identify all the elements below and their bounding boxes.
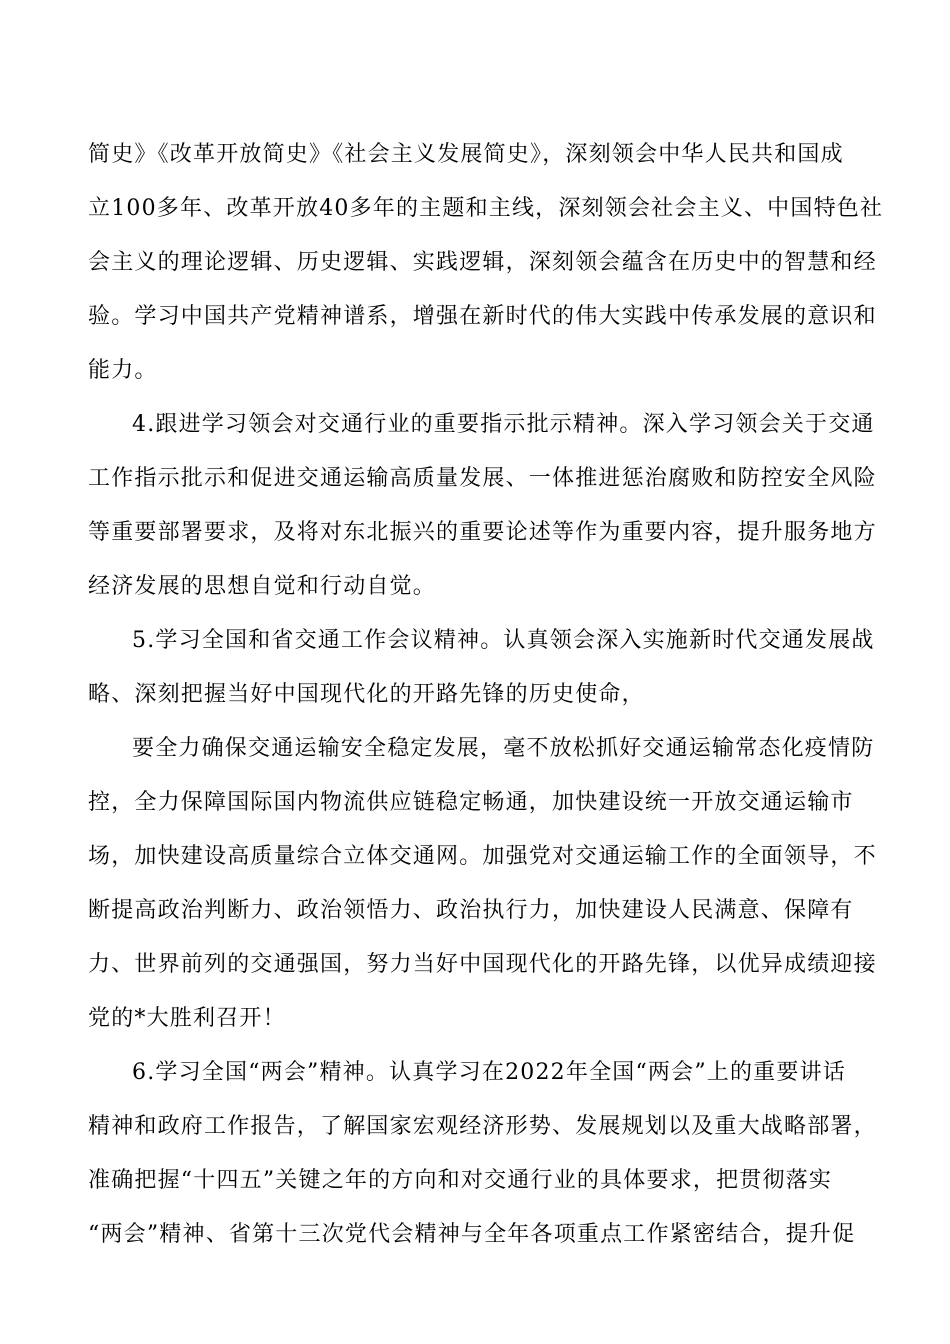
text-line-15: 断提高政治判断力、政治领悟力、政治执行力，加快建设人民满意、保障有	[88, 898, 854, 923]
text-line-7: 工作指示批示和促进交通运输高质量发展、一体推进惩治腐败和防控安全风险	[88, 466, 877, 491]
text-line-5: 能力。	[88, 358, 158, 383]
text-line-13: 控，全力保障国际国内物流供应链稳定畅通，加快建设统一开放交通运输市	[88, 790, 854, 815]
text-line-2: 立100多年、改革开放40多年的主题和主线，深刻领会社会主义、中国特色社	[88, 196, 884, 221]
text-line-12: 要全力确保交通运输安全稳定发展，毫不放松抓好交通运输常态化疫情防	[132, 736, 875, 761]
text-line-8: 等重要部署要求，及将对东北振兴的重要论述等作为重要内容，提升服务地方	[88, 520, 877, 545]
text-line-17: 党的*大胜利召开！	[88, 1006, 286, 1031]
text-line-14: 场，加快建设高质量综合立体交通网。加强党对交通运输工作的全面领导，不	[88, 844, 877, 869]
document-body	[88, 128, 884, 1262]
text-line-19: 精神和政府工作报告，了解国家宏观经济形势、发展规划以及重大战略部署，	[88, 1114, 877, 1139]
text-line-3: 会主义的理论逻辑、历史逻辑、实践逻辑，深刻领会蕴含在历史中的智慧和经	[88, 250, 877, 275]
text-line-18: 6.学习全国“两会”精神。认真学习在2022年全国“两会”上的重要讲话	[132, 1060, 846, 1085]
text-line-16: 力、世界前列的交通强国，努力当好中国现代化的开路先锋，以优异成绩迎接	[88, 952, 877, 977]
text-line-21: “两会”精神、省第十三次党代会精神与全年各项重点工作紧密结合，提升促	[88, 1222, 856, 1247]
text-line-10: 5.学习全国和省交通工作会议精神。认真领会深入实施新时代交通发展战	[132, 628, 875, 653]
text-line-1: 简史》《改革开放简史》《社会主义发展简史》，深刻领会中华人民共和国成	[88, 142, 844, 167]
text-line-9: 经济发展的思想自觉和行动自觉。	[88, 574, 437, 599]
text-line-11: 略、深刻把握当好中国现代化的开路先锋的历史使命，	[88, 682, 645, 707]
text-line-20: 准确把握“十四五”关键之年的方向和对交通行业的具体要求，把贯彻落实	[88, 1168, 833, 1193]
text-line-6: 4.跟进学习领会对交通行业的重要指示批示精神。深入学习领会关于交通	[132, 412, 875, 437]
text-line-4: 验。学习中国共产党精神谱系，增强在新时代的伟大实践中传承发展的意识和	[88, 304, 877, 329]
